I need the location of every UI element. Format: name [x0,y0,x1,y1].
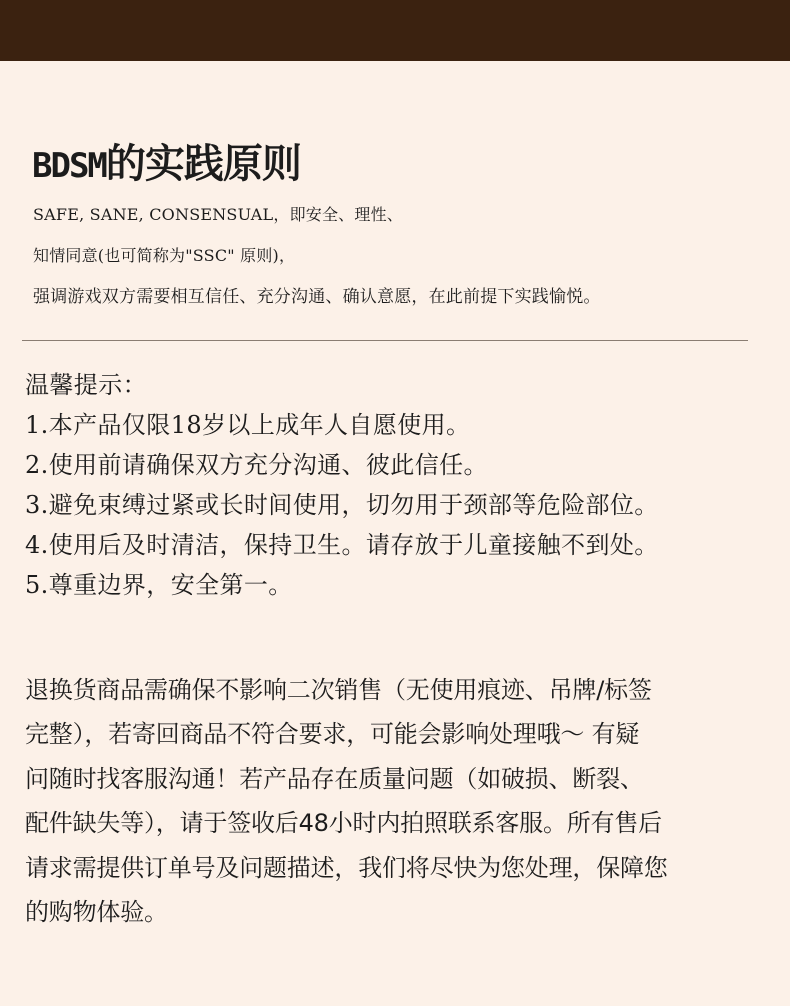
header-bar [0,0,790,61]
returns-line: 问随时找客服沟通！若产品存在质量问题（如破损、断裂、 [25,764,644,793]
returns-policy [25,668,770,934]
page-title-cjk: 的实践原则 [105,140,301,187]
returns-line: 的购物体验。 [25,897,168,926]
notice-item: 5.尊重边界，安全第一。 [25,571,293,599]
divider [22,340,748,341]
notice-item: 3.避免束缚过紧或长时间使用，切勿用于颈部等危险部位。 [25,491,659,519]
notice-item: 1.本产品仅限18岁以上成年人自愿使用。 [25,411,471,439]
intro-line: 知情同意(也可简称为"SSC" 原则)， [33,246,296,265]
intro-block [33,203,601,326]
page-title-latin: BDSM [32,146,106,186]
notice-item: 2.使用前请确保双方充分沟通、彼此信任。 [25,451,488,479]
returns-line: 配件缺失等），请于签收后48小时内拍照联系客服。所有售后 [25,809,662,838]
intro-line: 强调游戏双方需要相互信任、充分沟通、确认意愿，在此前提下实践愉悦。 [33,287,601,307]
returns-line: 请求需提供订单号及问题描述，我们将尽快为您处理，保障您 [25,853,668,882]
returns-line: 退换货商品需确保不影响二次销售（无使用痕迹、吊牌/标签 [25,676,652,704]
notice-item: 4.使用后及时清洁，保持卫生。请存放于儿童接触不到处。 [25,531,659,559]
page-title [32,138,301,192]
notice-block [25,365,659,605]
returns-line: 完整），若寄回商品不符合要求，可能会影响处理哦～ 有疑 [25,720,640,749]
intro-line: SAFE, SANE, CONSENSUAL，即安全、理性、 [33,205,403,224]
notice-heading: 温馨提示： [25,371,147,399]
